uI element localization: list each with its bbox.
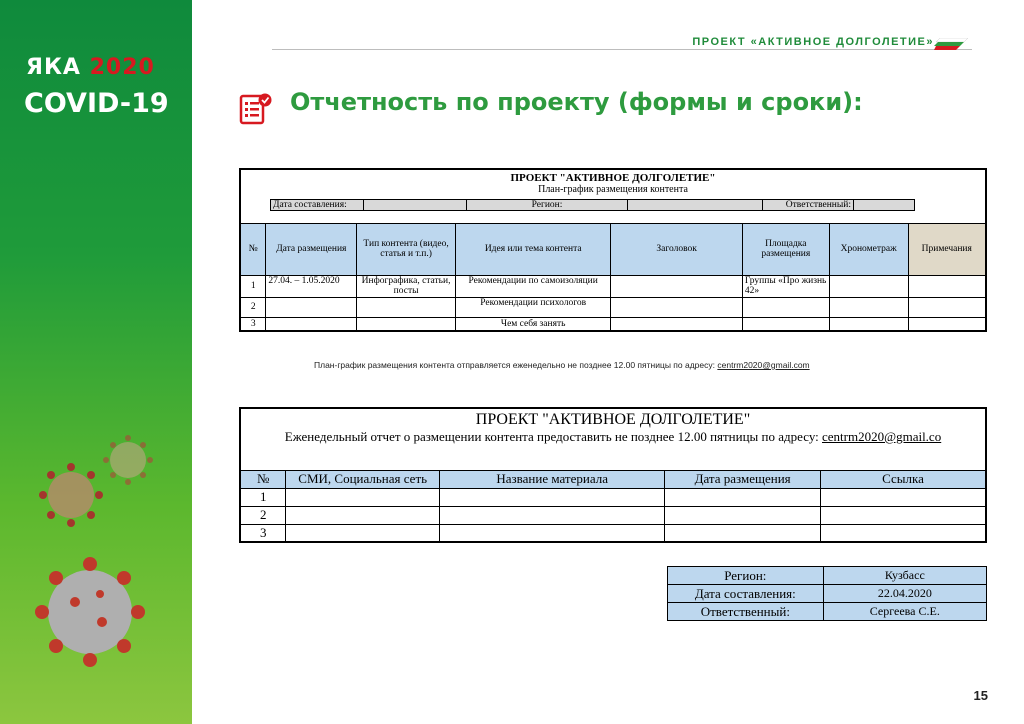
cell-media[interactable] [286, 524, 440, 542]
summary-value-region[interactable]: Кузбасс [823, 567, 986, 585]
plan-table-title: ПРОЕКТ "АКТИВНОЕ ДОЛГОЛЕТИЕ" [510, 172, 716, 184]
cell-date[interactable] [665, 506, 821, 524]
cell-media[interactable] [286, 488, 440, 506]
cell-n: 1 [240, 488, 286, 506]
cell-material[interactable] [440, 506, 665, 524]
meta-date-value[interactable] [364, 199, 467, 210]
report-subtitle [243, 429, 983, 445]
note-text: План-график размещения контента отправляется еженедельно не позднее 12.00 пятницы по адресу: [314, 360, 715, 370]
cell-media[interactable] [286, 506, 440, 524]
logo-yaka: ЯКА 2020 [26, 55, 155, 80]
cell-n: 2 [240, 297, 266, 317]
report-email-link[interactable]: centrm2020@gmail.co [822, 429, 942, 444]
cell-duration[interactable] [829, 297, 908, 317]
cell-duration[interactable] [829, 317, 908, 331]
report-col-header: Ссылка [820, 470, 986, 488]
cell-idea[interactable]: Рекомендации психологов [455, 297, 610, 317]
cell-duration[interactable] [829, 275, 908, 297]
meta-responsible-label: Ответственный: [763, 199, 854, 210]
cell-type[interactable] [357, 317, 456, 331]
table-row [240, 297, 986, 317]
cell-date[interactable] [665, 524, 821, 542]
plan-meta-row [270, 199, 915, 211]
plan-col-header: Примечания [908, 223, 986, 275]
cell-notes[interactable] [908, 317, 986, 331]
plan-col-header: Тип контента (видео, статья и т.п.) [357, 223, 456, 275]
cell-date[interactable] [266, 317, 357, 331]
virus-icon-medium [36, 460, 106, 530]
cell-heading[interactable] [611, 275, 742, 297]
note-email-link[interactable]: centrm2020@gmail.com [717, 360, 810, 370]
summary-label-date: Дата составления: [668, 585, 824, 603]
report-table [239, 407, 987, 543]
report-col-header: № [240, 470, 286, 488]
sidebar [0, 0, 192, 724]
summary-value-date[interactable]: 22.04.2020 [823, 585, 986, 603]
plan-col-header: Заголовок [611, 223, 742, 275]
plan-col-header: Дата размещения [266, 223, 357, 275]
cell-link[interactable] [820, 524, 986, 542]
plan-table [239, 168, 987, 332]
summary-label-region: Регион: [668, 567, 824, 585]
meta-responsible-value[interactable] [854, 199, 915, 210]
cell-n: 3 [240, 524, 286, 542]
plan-col-header: Хронометраж [829, 223, 908, 275]
cell-n: 3 [240, 317, 266, 331]
cell-link[interactable] [820, 506, 986, 524]
cell-type[interactable] [357, 297, 456, 317]
page-number: 15 [973, 688, 988, 703]
report-col-header: СМИ, Социальная сеть [286, 470, 440, 488]
cell-heading[interactable] [611, 317, 742, 331]
table-row [240, 317, 986, 331]
table-row [240, 506, 986, 524]
cell-idea[interactable]: Рекомендации по самоизоляции [455, 275, 610, 297]
report-subtitle-text: Еженедельный отчет о размещении контента предоставить не позднее 12.00 пятницы по адресу: [284, 429, 819, 444]
cell-heading[interactable] [611, 297, 742, 317]
meta-region-value[interactable] [628, 199, 763, 210]
submission-note [314, 360, 810, 370]
summary-value-responsible[interactable]: Сергеева С.Е. [823, 603, 986, 621]
plan-col-header: Идея или тема контента [455, 223, 610, 275]
meta-date-label: Дата составления: [271, 199, 364, 210]
cell-material[interactable] [440, 488, 665, 506]
summary-label-responsible: Ответственный: [668, 603, 824, 621]
table-row [240, 524, 986, 542]
cell-notes[interactable] [908, 275, 986, 297]
cell-material[interactable] [440, 524, 665, 542]
plan-table-subtitle: План-график размещения контента [538, 184, 688, 195]
project-header: ПРОЕКТ «АКТИВНОЕ ДОЛГОЛЕТИЕ» [692, 36, 934, 48]
meta-region-label: Регион: [467, 199, 628, 210]
report-col-header: Название материала [440, 470, 665, 488]
cell-notes[interactable] [908, 297, 986, 317]
cell-platform[interactable]: Группы «Про жизнь 42» [742, 275, 829, 297]
cell-date[interactable]: 27.04. – 1.05.2020 [266, 275, 357, 297]
virus-icon-large [30, 552, 150, 672]
cell-platform[interactable] [742, 317, 829, 331]
cell-type[interactable]: Инфографика, статьи, посты [357, 275, 456, 297]
table-row [240, 488, 986, 506]
summary-table [667, 566, 987, 621]
cell-date[interactable] [665, 488, 821, 506]
report-table-title: ПРОЕКТ "АКТИВНОЕ ДОЛГОЛЕТИЕ" [475, 411, 751, 428]
cell-n: 2 [240, 506, 286, 524]
cell-platform[interactable] [742, 297, 829, 317]
page-title: Отчетность по проекту (формы и сроки): [290, 88, 863, 116]
cell-link[interactable] [820, 488, 986, 506]
virus-icon-small [100, 432, 156, 488]
cell-date[interactable] [266, 297, 357, 317]
plan-col-header: Площадка размещения [742, 223, 829, 275]
plan-col-header: № [240, 223, 266, 275]
cell-n: 1 [240, 275, 266, 297]
flag-icon [934, 38, 968, 50]
header-divider [272, 49, 972, 50]
logo-covid: COVID-19 [24, 88, 169, 119]
report-col-header: Дата размещения [665, 470, 821, 488]
cell-idea[interactable]: Чем себя занять [455, 317, 610, 331]
checklist-icon [238, 92, 272, 126]
table-row [240, 275, 986, 297]
